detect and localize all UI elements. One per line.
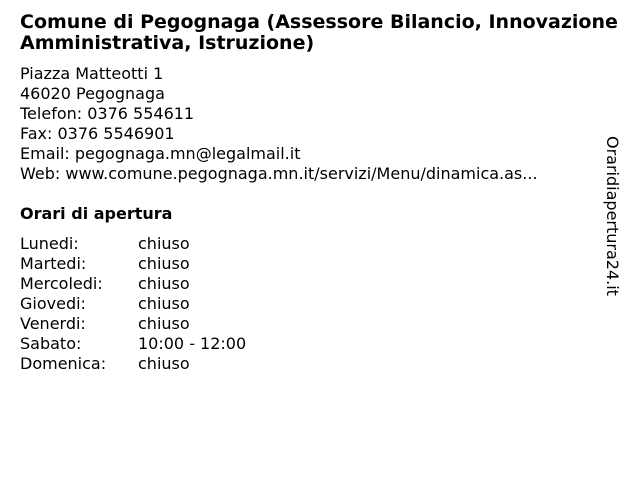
hours-row xyxy=(20,294,246,314)
day-label: Martedi: xyxy=(20,254,87,273)
site-watermark: Oraridiapertura24.it xyxy=(603,136,622,296)
fax: Fax: 0376 5546901 xyxy=(20,124,175,143)
day-label: Lunedi: xyxy=(20,234,79,253)
day-label: Giovedi: xyxy=(20,294,86,313)
day-label: Domenica: xyxy=(20,354,107,373)
hours-row xyxy=(20,314,246,334)
time-value: chiuso xyxy=(138,254,190,273)
hours-row xyxy=(20,234,246,254)
opening-hours-heading: Orari di apertura xyxy=(20,204,173,223)
phone: Telefon: 0376 554611 xyxy=(20,104,195,123)
opening-hours-table xyxy=(20,234,246,374)
time-value: chiuso xyxy=(138,314,190,333)
email: Email: pegognaga.mn@legalmail.it xyxy=(20,144,301,163)
address: Piazza Matteotti 1 xyxy=(20,64,164,83)
website: Web: www.comune.pegognaga.mn.it/servizi/Menu/dinamica.as... xyxy=(20,164,538,183)
day-label: Sabato: xyxy=(20,334,82,353)
time-value: 10:00 - 12:00 xyxy=(138,334,247,353)
day-label: Venerdi: xyxy=(20,314,86,333)
hours-row xyxy=(20,354,246,374)
time-value: chiuso xyxy=(138,354,190,373)
contact-info xyxy=(20,64,538,184)
time-value: chiuso xyxy=(138,294,190,313)
hours-row xyxy=(20,334,246,354)
hours-row xyxy=(20,254,246,274)
day-label: Mercoledi: xyxy=(20,274,103,293)
time-value: chiuso xyxy=(138,234,190,253)
page-title: Comune di Pegognaga (Assessore Bilancio, Innovazione Amministrativa, Istruzione) xyxy=(20,11,618,54)
time-value: chiuso xyxy=(138,274,190,293)
hours-row xyxy=(20,274,246,294)
city: 46020 Pegognaga xyxy=(20,84,165,103)
